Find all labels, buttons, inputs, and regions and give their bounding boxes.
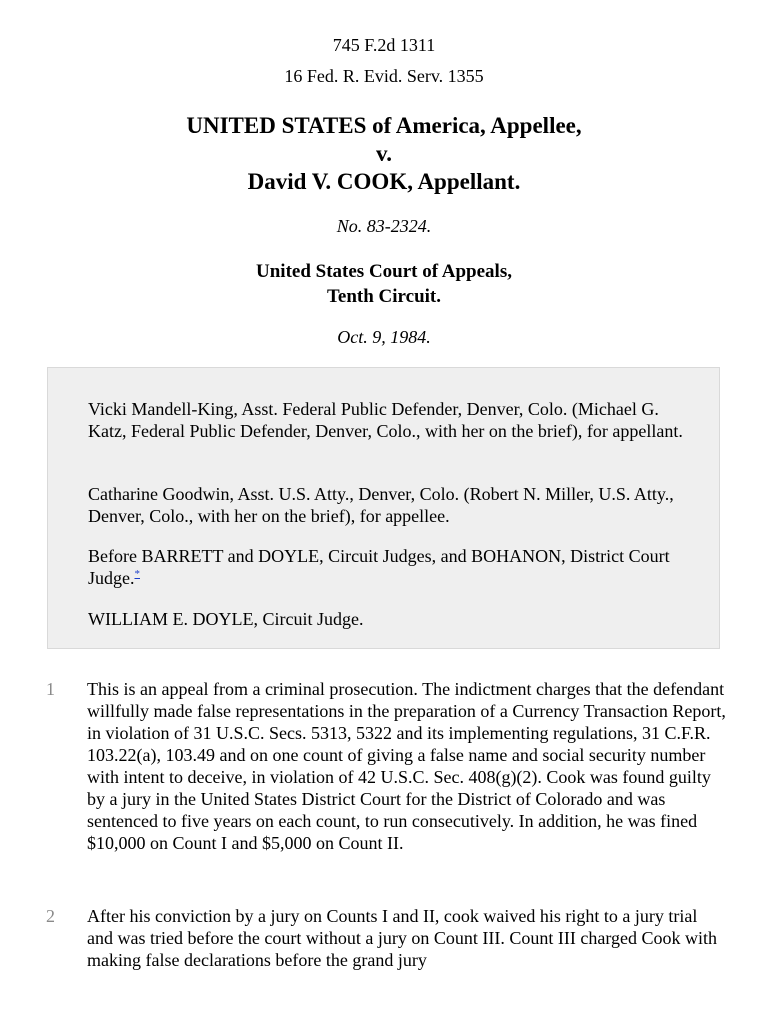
caption-appellee: UNITED STATES of America, Appellee, bbox=[186, 113, 582, 138]
appellee-counsel: Catharine Goodwin, Asst. U.S. Atty., Denver, Colo. (Robert N. Miller, U.S. Atty., Denver, Colo., with her on the brief), for appellee. bbox=[88, 484, 674, 526]
appellant-counsel: Vicki Mandell-King, Asst. Federal Public Defender, Denver, Colo. (Michael G. Katz, Federal Public Defender, Denver, Colo., with her on the brief), for appellant. bbox=[88, 399, 683, 441]
opinion-author: WILLIAM E. DOYLE, Circuit Judge. bbox=[88, 609, 364, 629]
court-name bbox=[0, 259, 768, 309]
court-name-line-2: Tenth Circuit. bbox=[326, 286, 442, 307]
paragraph-text: After his conviction by a jury on Counts I and II, cook waived his right to a jury trial and was tried before the court without a jury on Count III. Count III charged Cook with making false declarations before the grand jury bbox=[87, 906, 718, 970]
panel-text: Before BARRETT and DOYLE, Circuit Judges, and BOHANON, District Court Judge. bbox=[88, 546, 670, 588]
paragraph-number: 1 bbox=[46, 679, 55, 699]
paragraph-number: 2 bbox=[46, 906, 55, 926]
case-caption bbox=[0, 112, 768, 196]
caption-versus: v. bbox=[376, 141, 392, 166]
panel-judges bbox=[88, 545, 688, 589]
citation-reporter: 745 F.2d 1311 bbox=[332, 35, 436, 55]
court-name-line-1: United States Court of Appeals, bbox=[256, 261, 512, 282]
citation-evidence-service: 16 Fed. R. Evid. Serv. 1355 bbox=[284, 66, 484, 86]
paragraph-text: This is an appeal from a criminal prosecution. The indictment charges that the defendant willfully made false representations in the preparation of a Currency Transaction Report, in violation of 31 U.S.C. Secs. 5313, 5322 and its implementing regulations, 31 C.F.R. 103.22(a), 103.49 and on one count of giving a false name and social security number with intent to deceive, in violation of 42 U.S.C. Sec. 408(g)(2). Cook was found guilty by a jury in the United States District Court for the District of Colorado and was sentenced to five years on each count, to run consecutively. In addition, he was fined $10,000 on Count I and $5,000 on Count II. bbox=[87, 679, 726, 853]
caption-appellant: David V. COOK, Appellant. bbox=[247, 169, 521, 194]
footnote-link[interactable]: * bbox=[134, 568, 140, 580]
counsel-box bbox=[47, 367, 720, 649]
docket-number: No. 83-2324. bbox=[336, 216, 432, 236]
decision-date: Oct. 9, 1984. bbox=[337, 327, 431, 347]
